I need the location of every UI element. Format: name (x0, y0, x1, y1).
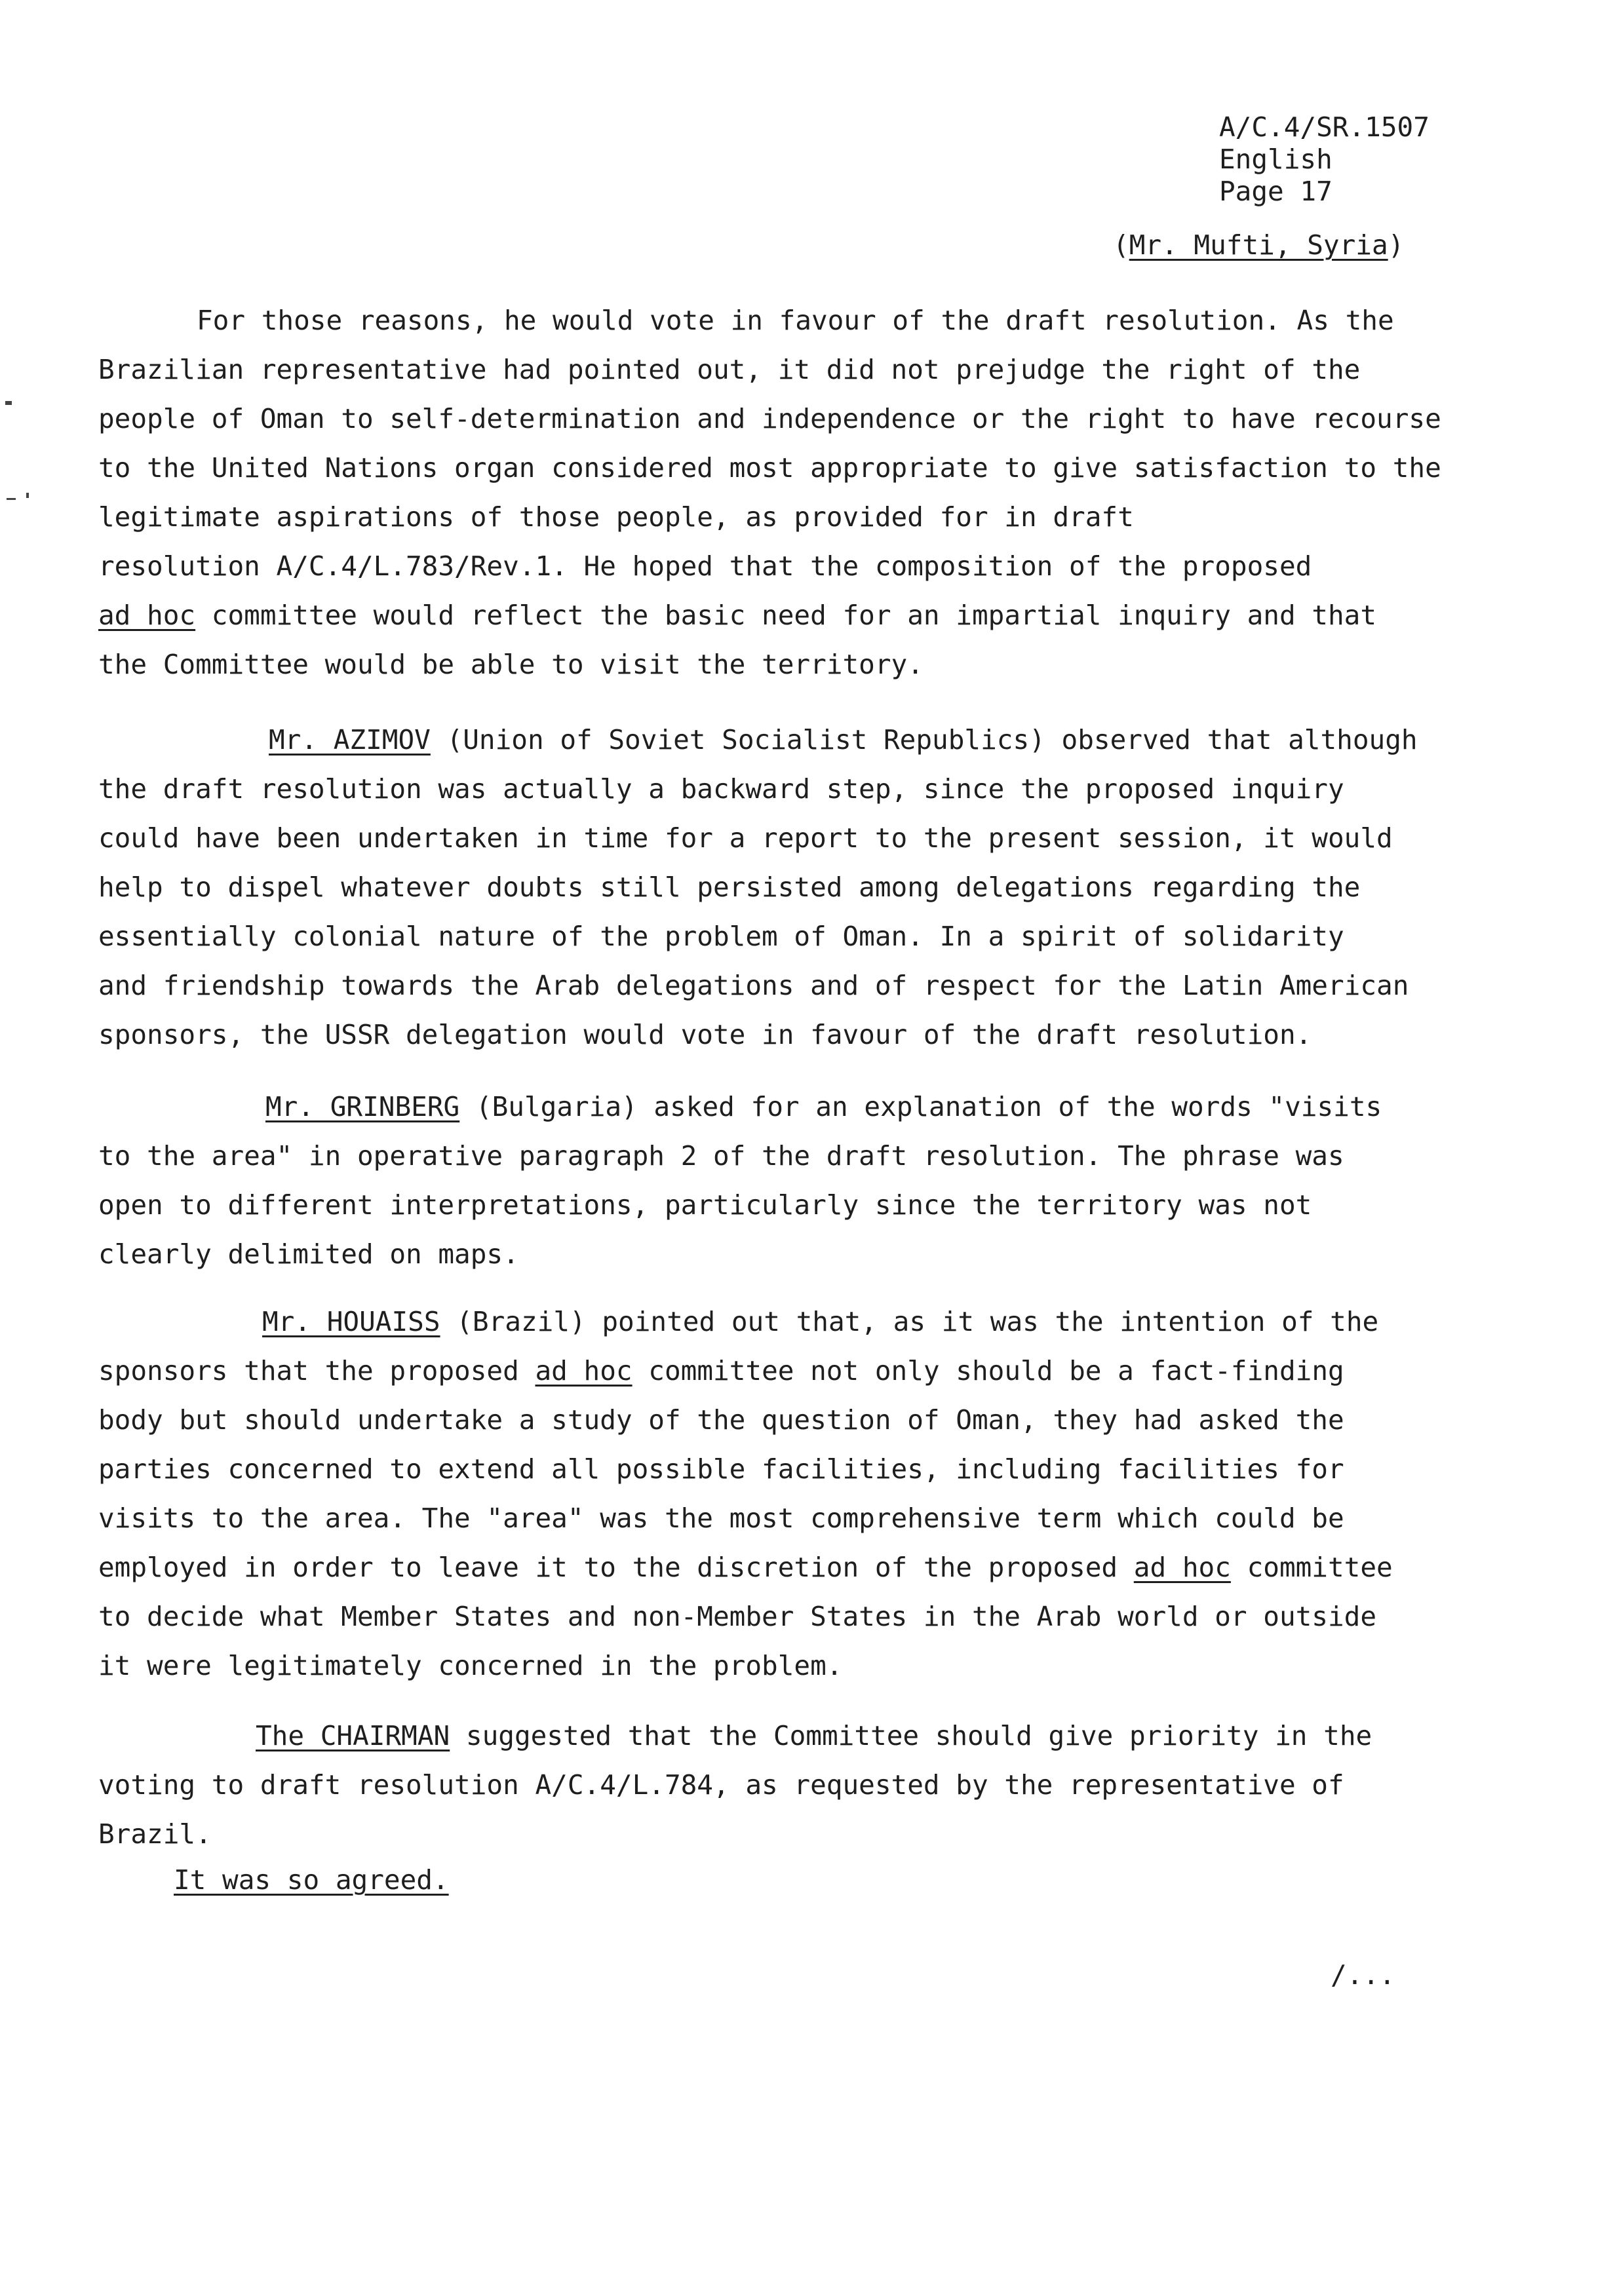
ad-hoc-term: ad hoc (1133, 1552, 1231, 1583)
page-number: Page 17 (1219, 176, 1333, 207)
text-line: Mr. HOUAISS (Brazil) pointed out that, as it was the intention of the (262, 1306, 1379, 1337)
speaker-name: Mr. GRINBERG (265, 1091, 460, 1122)
text-line: and friendship towards the Arab delegations and of respect for the Latin American (98, 970, 1409, 1001)
ad-hoc-term: ad hoc (98, 600, 196, 631)
text-line: visits to the area. The "area" was the most comprehensive term which could be (98, 1502, 1344, 1534)
text-line: sponsors that the proposed ad hoc committee not only should be a fact-finding (98, 1355, 1344, 1387)
text-line: voting to draft resolution A/C.4/L.784, as requested by the representative of (98, 1769, 1344, 1801)
text-line: the Committee would be able to visit the territory. (98, 649, 924, 680)
text-line: Mr. GRINBERG (Bulgaria) asked for an explanation of the words "visits (265, 1091, 1382, 1122)
paragraph-chairman (98, 1712, 1372, 1859)
continued-marker: /... (1331, 1959, 1395, 1991)
text-line: to decide what Member States and non-Member States in the Arab world or outside (98, 1601, 1377, 1632)
ad-hoc-term: ad hoc (535, 1355, 632, 1387)
document-header (1219, 111, 1430, 208)
text-line: to the area" in operative paragraph 2 of the draft resolution. The phrase was (98, 1140, 1344, 1172)
text-line: legitimate aspirations of those people, as provided for in draft (98, 501, 1134, 533)
text-line: body but should undertake a study of the question of Oman, they had asked the (98, 1404, 1344, 1436)
text-line: help to dispel whatever doubts still persisted among delegations regarding the (98, 871, 1361, 903)
paragraph-azimov (98, 716, 1418, 1060)
speaker-name: Mr. AZIMOV (269, 724, 431, 756)
text-line: open to different interpretations, particularly since the territory was not (98, 1189, 1312, 1221)
document-symbol: A/C.4/SR.1507 (1219, 111, 1430, 143)
text-line: people of Oman to self-determination and independence or the right to have recourse (98, 403, 1441, 434)
text-line: parties concerned to extend all possible facilities, including facilities for (98, 1453, 1344, 1485)
text-line: could have been undertaken in time for a report to the present session, it would (98, 822, 1393, 854)
scan-speck (7, 498, 16, 500)
text-line: Mr. AZIMOV (Union of Soviet Socialist Republics) observed that although (269, 724, 1418, 756)
paragraph-syria-conclusion (98, 296, 1441, 689)
scan-speck (5, 401, 12, 405)
document-language: English (1219, 144, 1333, 175)
text-line: The CHAIRMAN suggested that the Committee should give priority in the (256, 1720, 1372, 1751)
decision-note: It was so agreed. (174, 1864, 449, 1896)
text-line: ad hoc committee would reflect the basic need for an impartial inquiry and that (98, 600, 1377, 631)
speaker-name: Mr. HOUAISS (262, 1306, 440, 1337)
text-line: sponsors, the USSR delegation would vote in favour of the draft resolution. (98, 1019, 1312, 1050)
text-line: clearly delimited on maps. (98, 1238, 519, 1270)
scan-speck (26, 493, 29, 498)
text-line: it were legitimately concerned in the problem. (98, 1650, 843, 1681)
text-line: essentially colonial nature of the problem of Oman. In a spirit of solidarity (98, 921, 1344, 952)
text-line: to the United Nations organ considered most appropriate to give satisfaction to the (98, 452, 1441, 484)
text-line: Brazilian representative had pointed out, it did not prejudge the right of the (98, 354, 1361, 385)
text-line: For those reasons, he would vote in favour of the draft resolution. As the (197, 305, 1394, 336)
text-line: employed in order to leave it to the discretion of the proposed ad hoc committee (98, 1552, 1393, 1583)
speaker-reference: (Mr. Mufti, Syria) (1113, 229, 1405, 261)
speaker-name: The CHAIRMAN (256, 1720, 450, 1751)
text-line: Brazil. (98, 1818, 212, 1850)
text-line: resolution A/C.4/L.783/Rev.1. He hoped that the composition of the proposed (98, 550, 1312, 582)
speaker-reference-name: Mr. Mufti, Syria (1129, 229, 1388, 261)
paragraph-houaiss (98, 1297, 1393, 1691)
text-line: the draft resolution was actually a backward step, since the proposed inquiry (98, 773, 1344, 805)
paragraph-grinberg (98, 1082, 1382, 1279)
